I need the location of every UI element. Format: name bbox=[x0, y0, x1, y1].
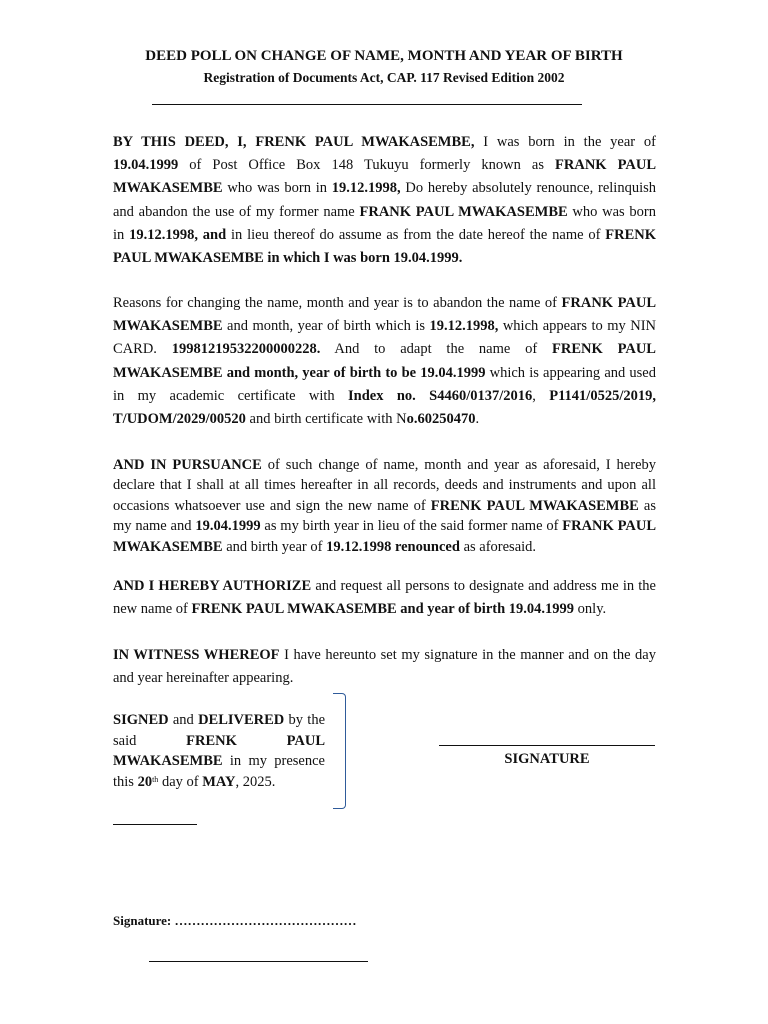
text-run: FRANK PAUL MWAKASEMBE bbox=[113, 157, 656, 197]
right-bracket bbox=[333, 693, 346, 809]
text-run: as aforesaid. bbox=[459, 538, 537, 555]
text-run: P1141/0525/2019, T/UDOM/2029/00520 bbox=[113, 387, 656, 428]
text-run: 19.12.1998, and bbox=[129, 226, 227, 243]
text-run: o.60250470 bbox=[406, 411, 476, 428]
paragraph-reasons bbox=[113, 292, 656, 431]
text-run: FRANK PAUL MWAKASEMBE bbox=[113, 518, 656, 555]
text-run: , 2025. bbox=[235, 773, 276, 790]
text-run: 20 bbox=[137, 773, 153, 790]
paragraph-witness bbox=[113, 644, 656, 690]
text-run: DELIVERED bbox=[198, 712, 285, 728]
ordinal-suffix: th bbox=[152, 774, 159, 784]
text-run: I have hereunto set my signature in the manner and on the day and year hereinafter appearing. bbox=[113, 647, 656, 686]
text-run: FRENK PAUL MWAKASEMBE bbox=[430, 497, 639, 514]
text-run: and request all persons to designate and address me in the new name of bbox=[113, 578, 656, 617]
bottom-signature-line bbox=[149, 961, 368, 962]
text-run: FRENK PAUL MWAKASEMBE bbox=[113, 732, 325, 769]
document-title: DEED POLL ON CHANGE OF NAME, MONTH AND YEAR OF BIRTH bbox=[145, 48, 623, 64]
text-run: which appears to my NIN CARD. bbox=[113, 318, 657, 358]
text-run: I was born in the year of bbox=[474, 134, 656, 150]
paragraph-pursuance bbox=[113, 455, 656, 557]
text-run: of Post Office Box 148 Tukuyu formerly known as bbox=[178, 157, 556, 174]
text-run: FRANK PAUL MWAKASEMBE bbox=[113, 295, 656, 335]
text-run: Index no. S4460/0137/2016 bbox=[348, 387, 533, 404]
text-run: as my name and bbox=[113, 497, 656, 535]
text-run: and bbox=[168, 712, 199, 728]
text-run: FRENK PAUL MWAKASEMBE and month, year of birth to be 19.04.1999 bbox=[113, 341, 656, 381]
text-run: only. bbox=[574, 601, 607, 617]
text-run: 19.04.1999 bbox=[195, 518, 261, 535]
text-run: And to adapt the name of bbox=[320, 341, 553, 358]
text-run: AND IN PURSUANCE bbox=[113, 457, 262, 473]
text-run: . bbox=[475, 411, 480, 428]
text-run: 19.04.1999 bbox=[113, 157, 179, 174]
text-run: and birth certificate with N bbox=[245, 411, 407, 428]
text-run: IN WITNESS WHEREOF bbox=[113, 647, 280, 663]
text-run: 19.12.1998, bbox=[331, 180, 401, 197]
text-run: 19.12.1998, bbox=[429, 318, 499, 335]
text-run: by the said bbox=[113, 712, 326, 749]
header-divider bbox=[152, 104, 582, 105]
text-run: MAY bbox=[202, 773, 236, 790]
text-run: as my birth year in lieu of the said former name of bbox=[260, 518, 563, 535]
signature-label: SIGNATURE bbox=[504, 751, 590, 767]
text-run: 19.12.1998 renounced bbox=[326, 538, 460, 555]
text-run: , bbox=[532, 387, 550, 404]
text-run: day of bbox=[158, 773, 203, 790]
text-run: 19981219532200000228. bbox=[171, 341, 321, 358]
paragraph-authorize bbox=[113, 575, 656, 621]
text-run: and birth year of bbox=[222, 538, 327, 555]
signed-delivered-block bbox=[113, 710, 325, 792]
text-run: Reasons for changing the name, month and year is to abandon the name of bbox=[113, 295, 562, 311]
text-run: of such change of name, month and year as aforesaid, I hereby declare that I shall at all times hereafter in all records, deeds and instruments and upon all occasions whatsoever use and sign the new name of bbox=[113, 457, 657, 514]
short-divider bbox=[113, 824, 197, 825]
text-run: BY THIS DEED, I, FRENK PAUL MWAKASEMBE, bbox=[113, 134, 475, 150]
document-subtitle: Registration of Documents Act, CAP. 117 Revised Edition 2002 bbox=[203, 70, 565, 85]
text-run: in lieu thereof do assume as from the date hereof the name of bbox=[226, 226, 606, 243]
text-run: SIGNED bbox=[113, 712, 169, 728]
signature-line bbox=[439, 745, 655, 746]
signature-dotted-field: Signature: …………………………………… bbox=[113, 913, 357, 928]
text-run: which is appearing and used in my academic certificate with bbox=[113, 364, 656, 404]
text-run: and month, year of birth which is bbox=[222, 318, 430, 335]
text-run: who was born in bbox=[113, 203, 657, 243]
text-run: who was born in bbox=[222, 180, 332, 197]
text-run: Do hereby absolutely renounce, relinquish and abandon the use of my former name bbox=[113, 180, 656, 220]
text-run: FRENK PAUL MWAKASEMBE and year of birth 19.04.1999 bbox=[191, 601, 575, 617]
paragraph-declaration bbox=[113, 131, 656, 270]
text-run: AND I HEREBY AUTHORIZE bbox=[113, 578, 312, 594]
text-run: in my presence this bbox=[113, 753, 325, 790]
text-run: FRANK PAUL MWAKASEMBE bbox=[359, 203, 568, 220]
text-run: FRENK PAUL MWAKASEMBE in which I was born 19.04.1999. bbox=[113, 226, 656, 267]
